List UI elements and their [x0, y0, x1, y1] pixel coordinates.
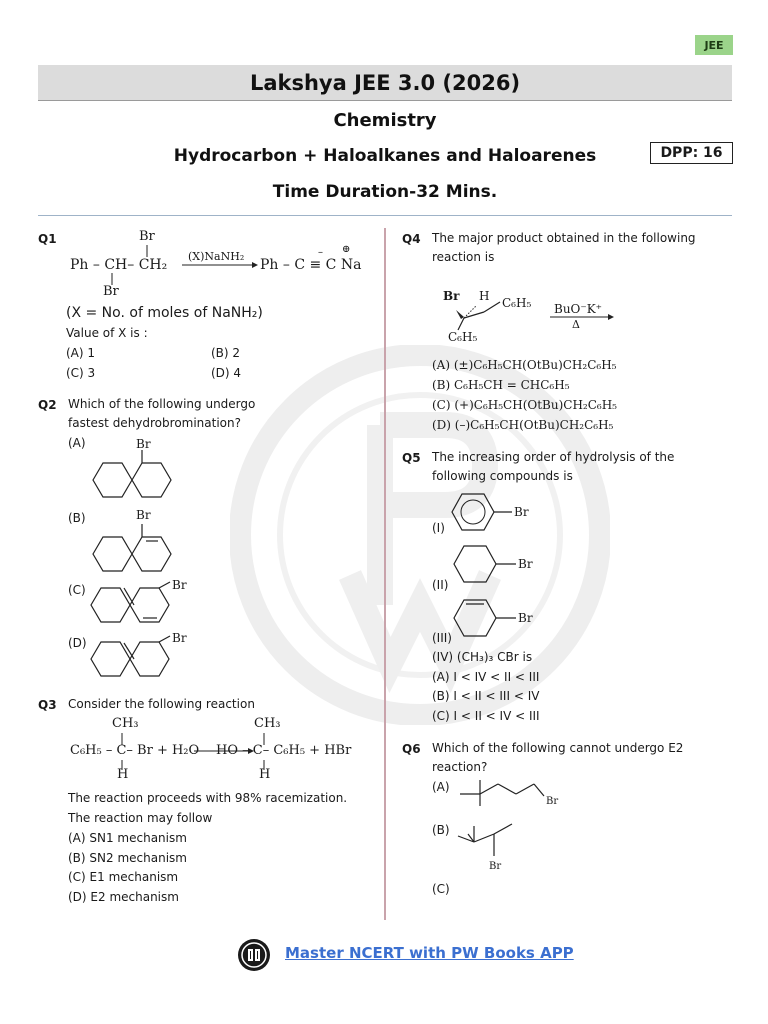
q1-number: Q1 — [38, 232, 57, 246]
q5-option-b[interactable]: (B) I < II < III < IV — [432, 689, 540, 703]
q5-compound-iv: (IV) (CH₃)₃ CBr is — [432, 650, 533, 664]
subject-title: Chemistry — [333, 110, 437, 131]
topic-title: Hydrocarbon + Haloalkanes and Haloarenes — [173, 146, 597, 166]
q1-reaction-arrow — [182, 260, 258, 270]
q2-br-a: Br — [136, 437, 151, 451]
q3-ch3-left: CH₃ — [112, 716, 139, 731]
q4-option-a[interactable]: (A) (±)C₆H₅CH(OtBu)CH₂C₆H₅ — [432, 358, 617, 372]
q1-reagent: (X)NaNH₂ — [188, 250, 245, 263]
q4-structure — [440, 298, 510, 332]
dpp-number: DPP: 16 — [650, 142, 733, 164]
q3-h-right: H — [259, 767, 271, 782]
q3-number: Q3 — [38, 698, 57, 712]
q1-question: Value of X is : — [66, 326, 148, 340]
q6-structure-b — [456, 820, 520, 860]
q1-option-c[interactable]: (C) 3 — [66, 366, 96, 380]
q5-option-c[interactable]: (C) I < II < IV < III — [432, 709, 540, 723]
time-duration: Time Duration-32 Mins. — [272, 182, 498, 202]
q1-charge-minus: – — [318, 247, 323, 258]
header-divider — [38, 215, 732, 216]
q2-br-b: Br — [136, 508, 151, 522]
q1-br-top: Br — [139, 229, 155, 244]
q3-option-c[interactable]: (C) E1 mechanism — [68, 870, 179, 884]
q3-line2: The reaction may follow — [68, 811, 213, 825]
q1-option-d[interactable]: (D) 4 — [211, 366, 242, 380]
q2-option-b[interactable]: (B) — [68, 511, 86, 525]
q1-bond-top — [142, 245, 152, 257]
q2-text-line2: fastest dehydrobromination? — [68, 416, 241, 430]
q6-structure-a — [458, 776, 548, 810]
q2-br-c: Br — [172, 578, 187, 592]
q3-right: HO – C– C₆H₅ + HBr — [216, 743, 352, 758]
q1-product: Ph – C ≡ C Na — [260, 257, 362, 273]
q6-br-a: Br — [546, 796, 559, 807]
q6-option-a[interactable]: (A) — [432, 780, 450, 794]
page-title: Lakshya JEE 3.0 (2026) — [38, 65, 732, 101]
q6-br-b: Br — [489, 861, 502, 872]
q4-number: Q4 — [402, 232, 421, 246]
q1-option-b[interactable]: (B) 2 — [211, 346, 241, 360]
q3-ch3-right: CH₃ — [254, 716, 281, 731]
q3-option-a[interactable]: (A) SN1 mechanism — [68, 831, 187, 845]
q1-charge-plus: ⊕ — [342, 244, 351, 255]
q4-text-line1: The major product obtained in the following — [432, 231, 696, 245]
q3-h-left: H — [117, 767, 129, 782]
q1-reactant: Ph – CH– CH₂ — [70, 257, 168, 273]
q4-option-c[interactable]: (C) (+)C₆H₅CH(OtBu)CH₂C₆H₅ — [432, 398, 617, 412]
q6-text-line2: reaction? — [432, 760, 488, 774]
q4-text-line2: reaction is — [432, 250, 495, 264]
q6-number: Q6 — [402, 742, 421, 756]
q5-br-i: Br — [514, 505, 529, 519]
q2-structure-b — [86, 512, 176, 584]
q2-br-d: Br — [172, 631, 187, 645]
exam-badge: JEE — [695, 35, 733, 55]
q5-label-iii: (III) — [432, 631, 452, 645]
q2-number: Q2 — [38, 398, 57, 412]
q4-c6h5-bottom: C₆H₅ — [448, 330, 478, 344]
pw-books-app-link[interactable]: Master NCERT with PW Books APP — [285, 944, 574, 962]
q3-line1: The reaction proceeds with 98% racemization. — [68, 791, 348, 805]
q3-option-b[interactable]: (B) SN2 mechanism — [68, 851, 187, 865]
q2-structure-d — [86, 634, 186, 684]
q6-option-c[interactable]: (C) — [432, 882, 450, 896]
q2-option-a[interactable]: (A) — [68, 436, 86, 450]
column-divider — [384, 228, 386, 920]
q5-structure-i-benzene — [446, 488, 516, 538]
q2-option-d[interactable]: (D) — [68, 636, 87, 650]
q4-br: Br — [443, 289, 460, 303]
q5-text-line2: following compounds is — [432, 469, 573, 483]
q5-label-i: (I) — [432, 521, 445, 535]
q4-reagent: BuO⁻K⁺ — [554, 302, 603, 316]
book-app-icon[interactable] — [237, 938, 271, 972]
q1-br-bottom: Br — [103, 284, 119, 299]
q5-br-iii: Br — [518, 611, 533, 625]
q5-option-a[interactable]: (A) I < IV < II < III — [432, 670, 540, 684]
q5-label-ii: (II) — [432, 578, 449, 592]
q5-structure-ii-cyclohexyl — [450, 540, 520, 590]
q4-c6h5-right: C₆H₅ — [502, 296, 532, 310]
q4-option-b[interactable]: (B) C₆H₅CH = CHC₆H₅ — [432, 378, 570, 392]
q5-structure-iii-cyclohexenyl — [450, 594, 520, 644]
q5-br-ii: Br — [518, 557, 533, 571]
q6-text-line1: Which of the following cannot undergo E2 — [432, 741, 684, 755]
q4-option-d[interactable]: (D) (–)C₆H₅CH(OtBu)CH₂C₆H₅ — [432, 418, 614, 432]
q4-delta: Δ — [572, 318, 580, 331]
q5-text-line1: The increasing order of hydrolysis of the — [432, 450, 675, 464]
q2-structure-c — [86, 580, 186, 630]
q3-text: Consider the following reaction — [68, 697, 255, 711]
q1-option-a[interactable]: (A) 1 — [66, 346, 96, 360]
q6-option-b[interactable]: (B) — [432, 823, 450, 837]
q2-text-line1: Which of the following undergo — [68, 397, 256, 411]
q2-option-c[interactable]: (C) — [68, 583, 86, 597]
q2-structure-a — [86, 440, 176, 510]
q3-left: C₆H₅ – C– Br + H₂O — [70, 743, 200, 758]
q1-note: (X = No. of moles of NaNH₂) — [66, 305, 263, 321]
q5-number: Q5 — [402, 451, 421, 465]
q3-option-d[interactable]: (D) E2 mechanism — [68, 890, 179, 904]
q4-h: H — [479, 289, 490, 303]
q4-reaction-arrow — [550, 312, 614, 322]
